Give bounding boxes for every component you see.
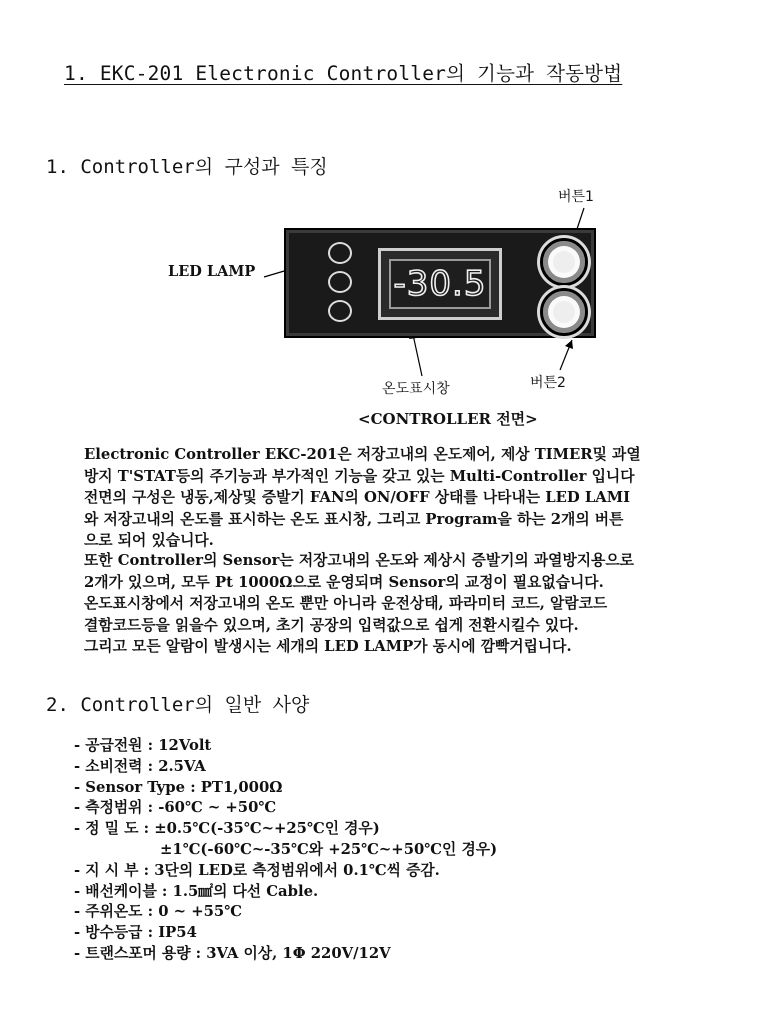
spec-list xyxy=(74,736,744,965)
temperature-display-screen xyxy=(389,259,491,309)
display-label: 온도표시창 xyxy=(382,381,450,397)
spec-item: - 방수등급 : IP54 xyxy=(74,924,197,942)
paragraph-line: 방지 T'STAT등의 주기능과 부가적인 기능을 갖고 있는 Multi-Controller 입니다 xyxy=(84,467,635,485)
spec-item: - 주위온도 : 0 ~ +55℃ xyxy=(74,903,242,921)
spec-item: - 공급전원 : 12Volt xyxy=(74,737,212,754)
paragraph-line: 전면의 구성은 냉동,제상및 증발기 FAN의 ON/OFF 상태를 나타내는 LED LAMI xyxy=(84,489,631,506)
controller-button-2 xyxy=(540,288,588,336)
spec-item: - 측정범위 : -60℃ ~ +50℃ xyxy=(74,799,277,817)
section-2-title: 2. Controller의 일반 사양 xyxy=(46,694,310,716)
button1-label: 버튼1 xyxy=(558,189,594,205)
paragraph-line: 또한 Controller의 Sensor는 저장고내의 온도와 제상시 증발기의 과열방지용으로 xyxy=(84,552,634,569)
paragraph-1 xyxy=(84,444,734,552)
spec-item: - 지 시 부 : 3단의 LED로 측정범위에서 0.1℃씩 증감. xyxy=(74,861,440,879)
spec-item: - 트랜스포머 용량 : 3VA 이상, 1Φ 220V/12V xyxy=(74,944,391,962)
spec-item: - 정 밀 도 : ±0.5℃(-35℃~+25℃인 경우) xyxy=(74,820,380,838)
led-lamp-3 xyxy=(328,300,352,322)
section-1-title: 1. Controller의 구성과 특징 xyxy=(46,156,328,178)
led-lamp-2 xyxy=(328,271,352,293)
temperature-display-value: -30.5 xyxy=(393,264,487,304)
paragraph-line: 으로 되어 있습니다. xyxy=(84,532,214,549)
button2-label: 버튼2 xyxy=(530,375,566,391)
led-lamp-label: LED LAMP xyxy=(168,263,256,280)
paragraph-2 xyxy=(84,550,734,658)
spec-item: - 소비전력 : 2.5VA xyxy=(74,757,206,775)
temperature-display xyxy=(378,248,502,320)
spec-item: ±1℃(-60℃~-35℃와 +25℃~+50℃인 경우) xyxy=(160,840,498,858)
document-title: 1. EKC-201 Electronic Controller의 기능과 작동방법 xyxy=(64,62,623,85)
paragraph-line: 2개가 있으며, 모두 Pt 1000Ω으로 운영되며 Sensor의 교정이 필요없습니다. xyxy=(84,573,604,591)
controller-front-panel xyxy=(284,228,596,338)
controller-button-1 xyxy=(540,238,588,286)
paragraph-line: 결함코드등을 읽을수 있으며, 초기 공장의 입력값으로 쉽게 전환시킬수 있다. xyxy=(84,616,579,634)
paragraph-line: 와 저장고내의 온도를 표시하는 온도 표시창, 그리고 Program을 하는 2개의 버튼 xyxy=(84,510,624,528)
controller-figure xyxy=(160,180,620,440)
paragraph-line: 그리고 모든 알람이 발생시는 세개의 LED LAMP가 동시에 깜빡거립니다. xyxy=(84,638,572,655)
spec-item: - 배선케이블 : 1.5㎟의 다선 Cable. xyxy=(74,882,319,900)
spec-item: - Sensor Type : PT1,000Ω xyxy=(74,778,283,796)
paragraph-line: Electronic Controller EKC-201은 저장고내의 온도제어, 제상 TIMER및 과열 xyxy=(84,446,641,463)
led-lamp-1 xyxy=(328,242,352,264)
figure-caption: <CONTROLLER 전면> xyxy=(358,410,538,428)
paragraph-line: 온도표시창에서 저장고내의 온도 뿐만 아니라 운전상태, 파라미터 코드, 알람코드 xyxy=(84,595,608,612)
